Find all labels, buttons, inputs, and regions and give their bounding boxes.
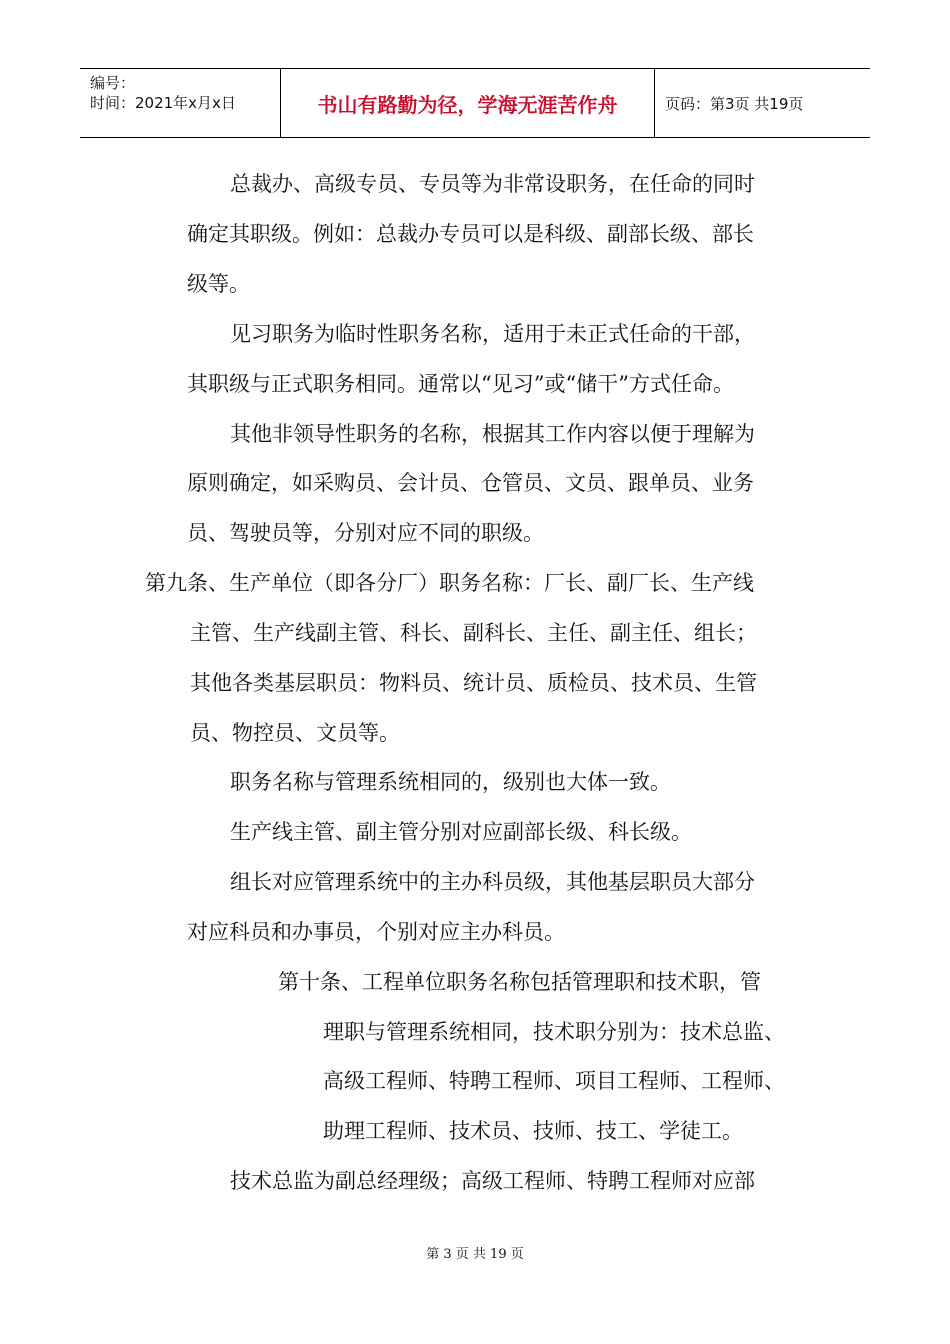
- page-header: [80, 68, 870, 138]
- body-line: 原则确定，如采购员、会计员、仓管员、文员、跟单员、业务: [187, 471, 754, 495]
- body-line: 助理工程师、技术员、技师、技工、学徒工。: [323, 1119, 743, 1143]
- body-line: 主管、生产线副主管、科长、副科长、主任、副主任、组长；: [190, 621, 757, 645]
- page-footer: 第 3 页 共 19 页: [426, 1247, 524, 1262]
- body-line: 总裁办、高级专员、专员等为非常设职务，在任命的同时: [230, 172, 755, 196]
- article-heading: 第九条、生产单位（即各分厂）职务名称：厂长、副厂长、生产线: [145, 571, 754, 595]
- body-line: 员、驾驶员等，分别对应不同的职级。: [187, 521, 544, 545]
- body-line: 其职级与正式职务相同。通常以“见习”或“储干”方式任命。: [187, 372, 734, 396]
- body-line: 组长对应管理系统中的主办科员级，其他基层职员大部分: [230, 870, 755, 894]
- body-line: 理职与管理系统相同，技术职分别为：技术总监、: [323, 1020, 785, 1044]
- body-line: 级等。: [187, 272, 250, 296]
- body-line: 生产线主管、副主管分别对应副部长级、科长级。: [230, 820, 692, 844]
- body-line: 其他非领导性职务的名称，根据其工作内容以便于理解为: [230, 422, 755, 446]
- article-heading: 第十条、工程单位职务名称包括管理职和技术职，管: [278, 970, 761, 994]
- header-motto: 书山有路勤为径，学海无涯苦作舟: [281, 69, 655, 137]
- header-page-info: 页码：第3页 共19页: [665, 94, 804, 113]
- body-line: 其他各类基层职员：物料员、统计员、质检员、技术员、生管: [190, 671, 757, 695]
- body-line: 职务名称与管理系统相同的，级别也大体一致。: [230, 770, 671, 794]
- document-date: 时间：2021年x月x日: [90, 94, 236, 112]
- body-line: 对应科员和办事员，个别对应主办科员。: [187, 920, 565, 944]
- document-number-label: 编号：: [90, 74, 136, 92]
- body-line: 见习职务为临时性职务名称，适用于未正式任命的干部，: [230, 322, 755, 346]
- header-meta: [80, 69, 281, 137]
- body-line: 员、物控员、文员等。: [190, 721, 400, 745]
- body-line: 确定其职级。例如：总裁办专员可以是科级、副部长级、部长: [187, 222, 754, 246]
- body-line: 高级工程师、特聘工程师、项目工程师、工程师、: [323, 1069, 785, 1093]
- body-line: 技术总监为副总经理级；高级工程师、特聘工程师对应部: [230, 1169, 755, 1193]
